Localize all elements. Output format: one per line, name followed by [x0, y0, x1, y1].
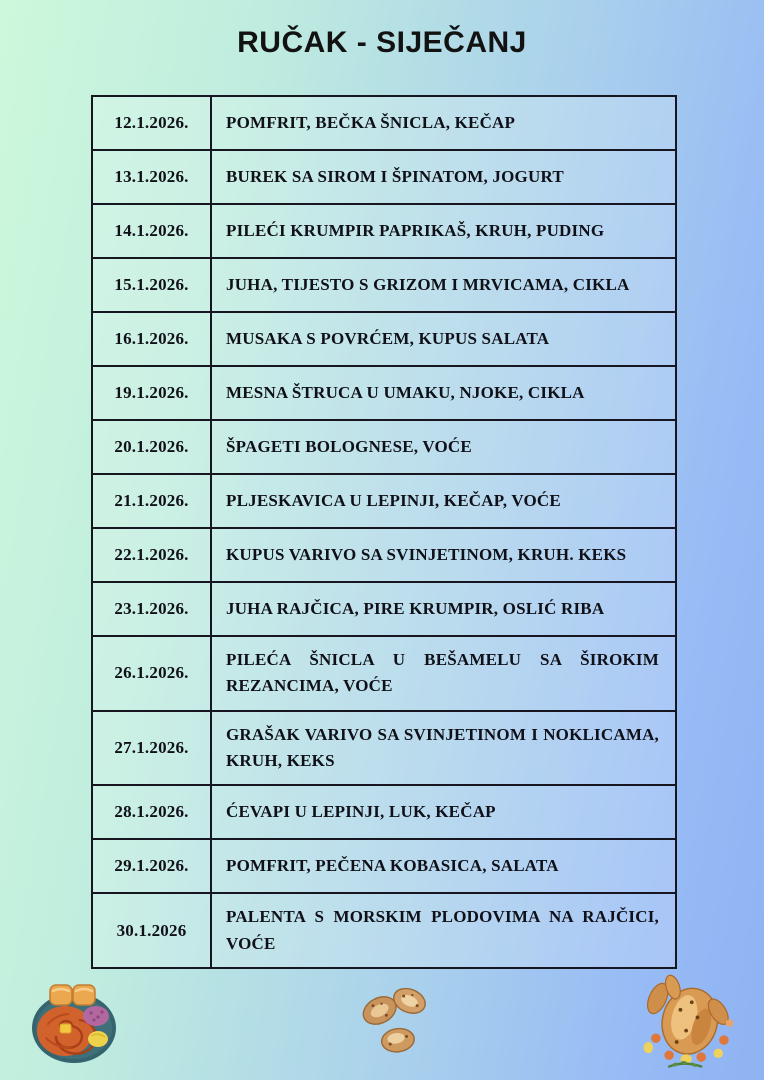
date-cell: 23.1.2026. [92, 582, 211, 636]
date-cell: 20.1.2026. [92, 420, 211, 474]
meal-cell: JUHA, TIJESTO S GRIZOM I MRVICAMA, CIKLA [211, 258, 676, 312]
potatoes-illustration [348, 978, 444, 1066]
page-title: RUČAK - SIJEČANJ [237, 26, 527, 59]
menu-table [91, 95, 677, 969]
table-row [92, 150, 676, 204]
table-row [92, 420, 676, 474]
date-cell: 28.1.2026. [92, 785, 211, 839]
meal-cell: PLJESKAVICA U LEPINJI, KEČAP, VOĆE [211, 474, 676, 528]
meal-cell: MUSAKA S POVRĆEM, KUPUS SALATA [211, 312, 676, 366]
date-cell: 21.1.2026. [92, 474, 211, 528]
meal-cell: JUHA RAJČICA, PIRE KRUMPIR, OSLIĆ RIBA [211, 582, 676, 636]
date-cell: 26.1.2026. [92, 636, 211, 711]
date-cell: 22.1.2026. [92, 528, 211, 582]
table-row [92, 474, 676, 528]
meal-cell: BUREK SA SIROM I ŠPINATOM, JOGURT [211, 150, 676, 204]
table-row [92, 528, 676, 582]
meal-cell: PALENTA S MORSKIM PLODOVIMA NA RAJČICI, VOĆE [211, 893, 676, 968]
date-cell: 19.1.2026. [92, 366, 211, 420]
meal-cell: MESNA ŠTRUCA U UMAKU, NJOKE, CIKLA [211, 366, 676, 420]
meal-cell: KUPUS VARIVO SA SVINJETINOM, KRUH. KEKS [211, 528, 676, 582]
date-cell: 12.1.2026. [92, 96, 211, 150]
table-row [92, 366, 676, 420]
table-row [92, 893, 676, 968]
meal-cell: PILEĆA ŠNICLA U BEŠAMELU SA ŠIROKIM REZANCIMA, VOĆE [211, 636, 676, 711]
table-row [92, 96, 676, 150]
table-row [92, 204, 676, 258]
table-row [92, 711, 676, 786]
date-cell: 15.1.2026. [92, 258, 211, 312]
roast-chicken-illustration [628, 972, 748, 1076]
table-row [92, 636, 676, 711]
table-row [92, 785, 676, 839]
meal-cell: PILEĆI KRUMPIR PAPRIKAŠ, KRUH, PUDING [211, 204, 676, 258]
table-row [92, 839, 676, 893]
date-cell: 16.1.2026. [92, 312, 211, 366]
table-row [92, 312, 676, 366]
date-cell: 13.1.2026. [92, 150, 211, 204]
meal-cell: GRAŠAK VARIVO SA SVINJETINOM I NOKLICAMA, KRUH, KEKS [211, 711, 676, 786]
meal-cell: POMFRIT, PEČENA KOBASICA, SALATA [211, 839, 676, 893]
meal-cell: ĆEVAPI U LEPINJI, LUK, KEČAP [211, 785, 676, 839]
table-row [92, 258, 676, 312]
date-cell: 27.1.2026. [92, 711, 211, 786]
date-cell: 29.1.2026. [92, 839, 211, 893]
menu-table-body [92, 96, 676, 968]
table-row [92, 582, 676, 636]
date-cell: 14.1.2026. [92, 204, 211, 258]
stew-plate-illustration [24, 980, 124, 1065]
date-cell: 30.1.2026 [92, 893, 211, 968]
meal-cell: ŠPAGETI BOLOGNESE, VOĆE [211, 420, 676, 474]
meal-cell: POMFRIT, BEČKA ŠNICLA, KEČAP [211, 96, 676, 150]
